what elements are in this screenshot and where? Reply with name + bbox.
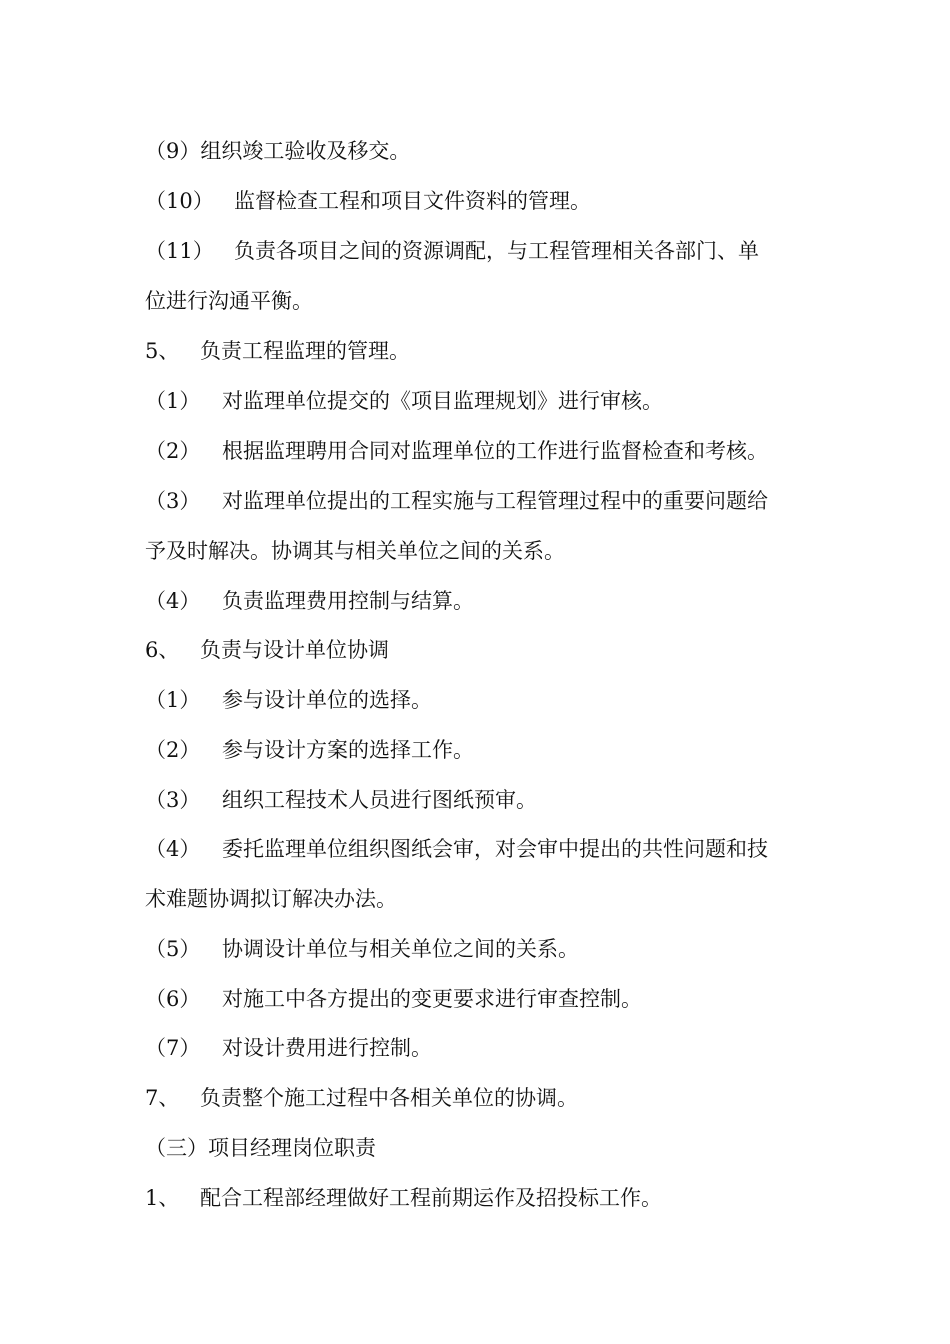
item-marker: （4） <box>145 837 201 861</box>
line-text: 根据监理聘用合同对监理单位的工作进行监督检查和考核。 <box>222 439 768 463</box>
item-marker: 5、 <box>145 339 180 363</box>
item-marker: 6、 <box>145 638 180 662</box>
line-text: 参与设计方案的选择工作。 <box>222 738 474 762</box>
item-marker: （10） <box>145 189 214 213</box>
item-marker: （11） <box>145 239 214 263</box>
line-text: 位进行沟通平衡。 <box>145 289 313 313</box>
line-text: 组织工程技术人员进行图纸预审。 <box>222 788 537 812</box>
line-text: （9）组织竣工验收及移交。 <box>145 139 411 163</box>
line-text: 予及时解决。协调其与相关单位之间的关系。 <box>145 539 565 563</box>
item-marker: 1、 <box>145 1186 180 1210</box>
line-text: 负责各项目之间的资源调配，与工程管理相关各部门、单 <box>234 239 759 263</box>
item-marker: （7） <box>145 1036 201 1060</box>
line-text: 对设计费用进行控制。 <box>222 1036 432 1060</box>
item-marker: （6） <box>145 987 201 1011</box>
item-marker: （2） <box>145 439 201 463</box>
line-text: 术难题协调拟订解决办法。 <box>145 887 397 911</box>
item-marker: （3） <box>145 788 201 812</box>
item-marker: （5） <box>145 937 201 961</box>
line-text: 参与设计单位的选择。 <box>222 688 432 712</box>
line-text: 监督检查工程和项目文件资料的管理。 <box>234 189 591 213</box>
line-text: 负责工程监理的管理。 <box>200 339 410 363</box>
item-marker: （4） <box>145 589 201 613</box>
line-text: 负责监理费用控制与结算。 <box>222 589 474 613</box>
line-text: 对施工中各方提出的变更要求进行审查控制。 <box>222 987 642 1011</box>
line-text: 对监理单位提出的工程实施与工程管理过程中的重要问题给 <box>222 489 768 513</box>
line-text: 负责整个施工过程中各相关单位的协调。 <box>200 1086 578 1110</box>
item-marker: （2） <box>145 738 201 762</box>
line-text: 委托监理单位组织图纸会审，对会审中提出的共性问题和技 <box>222 837 768 861</box>
line-text: 配合工程部经理做好工程前期运作及招投标工作。 <box>200 1186 662 1210</box>
line-text: （三）项目经理岗位职责 <box>145 1136 376 1160</box>
item-marker: 7、 <box>145 1086 180 1110</box>
line-text: 负责与设计单位协调 <box>200 638 389 662</box>
item-marker: （1） <box>145 389 201 413</box>
line-text: 对监理单位提交的《项目监理规划》进行审核。 <box>222 389 663 413</box>
item-marker: （1） <box>145 688 201 712</box>
item-marker: （3） <box>145 489 201 513</box>
line-text: 协调设计单位与相关单位之间的关系。 <box>222 937 579 961</box>
